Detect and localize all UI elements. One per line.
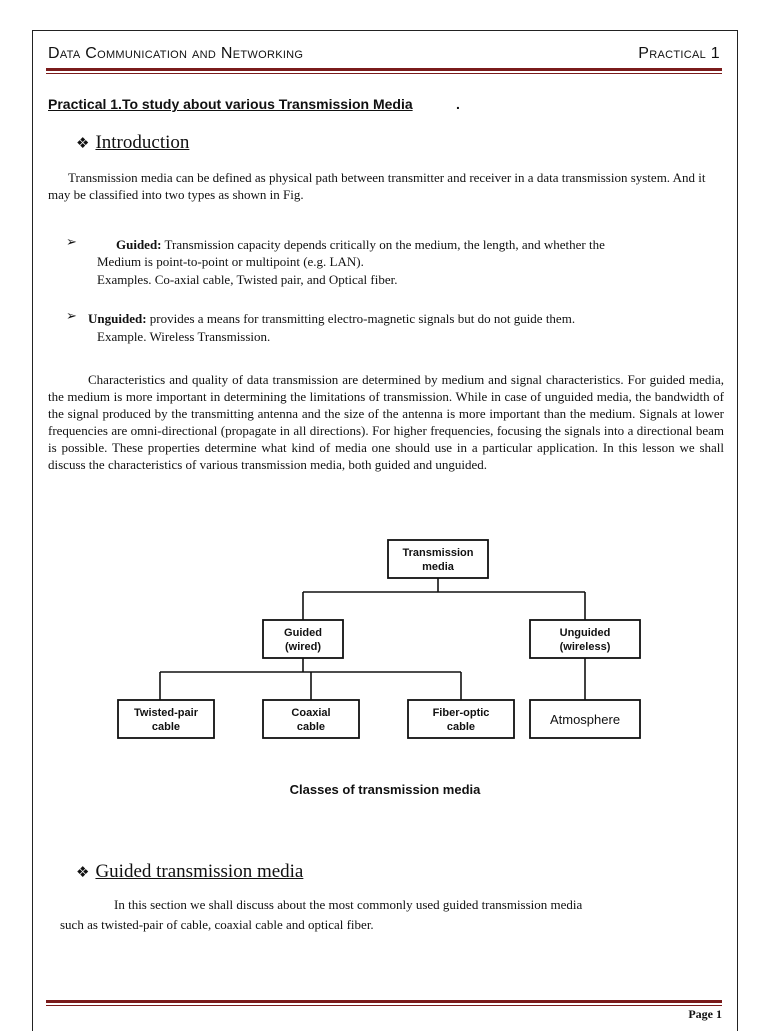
page-title-period: . bbox=[456, 96, 460, 112]
guided-label: Guided: bbox=[116, 237, 162, 252]
node-label: Transmission bbox=[402, 547, 474, 559]
unguided-bullet-line1 bbox=[88, 310, 728, 327]
arrow-bullet-icon: ➢ bbox=[66, 309, 77, 324]
guided-text-line1: Transmission capacity depends critically on the medium, the length, and whether the bbox=[164, 237, 605, 252]
transmission-media-diagram bbox=[100, 530, 660, 810]
footer-rule bbox=[46, 1000, 722, 1003]
node-label: Fiber-optic bbox=[432, 707, 490, 719]
guided-text-line2: Medium is point-to-point or multipoint (e.g. LAN). bbox=[97, 254, 364, 269]
guided-text-line3: Examples. Co-axial cable, Twisted pair, and Optical fiber. bbox=[97, 272, 398, 287]
diagram-caption: Classes of transmission media bbox=[289, 782, 481, 797]
guided-section-heading bbox=[76, 861, 303, 883]
diamond-bullet-icon: ❖ bbox=[76, 134, 90, 152]
page-title bbox=[48, 96, 413, 112]
node-label: cable bbox=[151, 721, 181, 733]
node-label: Twisted-pair bbox=[134, 707, 198, 719]
intro-heading bbox=[76, 132, 189, 154]
guided-section-line2: such as twisted-pair of cable, coaxial cable and optical fiber. bbox=[60, 917, 374, 932]
node-label: (wired) bbox=[284, 641, 322, 653]
guided-bullet-line1 bbox=[116, 236, 726, 253]
node-label: Guided bbox=[284, 627, 322, 639]
unguided-text-line2: Example. Wireless Transmission. bbox=[97, 329, 271, 344]
unguided-text-line1: provides a means for transmitting electro-magnetic signals but do not guide them. bbox=[149, 311, 576, 326]
guided-section-line1: In this section we shall discuss about the most commonly used guided transmission media bbox=[114, 897, 583, 912]
intro-paragraph: Transmission media can be defined as physical path between transmitter and receiver in a data transmission system. And it may be classified into two types as shown in Fig. bbox=[48, 170, 706, 202]
unguided-label: Unguided: bbox=[88, 311, 147, 326]
arrow-bullet-icon: ➢ bbox=[66, 235, 77, 250]
node-label: Unguided bbox=[559, 627, 611, 639]
node-label: media bbox=[422, 561, 454, 573]
header-course-title: Data Communication and Networking bbox=[48, 45, 304, 62]
node-label: (wireless) bbox=[559, 641, 611, 653]
page-title-text: Practical 1.To study about various Transmission Media bbox=[48, 96, 413, 112]
node-label: Coaxial bbox=[291, 707, 331, 719]
page-number: Page 1 bbox=[688, 1007, 722, 1021]
header-rule bbox=[46, 68, 722, 71]
node-label: cable bbox=[446, 721, 476, 733]
intro-heading-text: Introduction bbox=[95, 132, 190, 153]
footer-rule-thin bbox=[46, 1005, 722, 1006]
header-rule-thin bbox=[46, 73, 722, 74]
characteristics-paragraph: Characteristics and quality of data transmission are determined by medium and signal characteristics. For guided media, the medium is more important in determining the limitations of transmission. While in case of unguided media, the bandwidth of the signal produced by the transmitting antenna and the size of the antenna is more important than the medium. Signals at lower frequencies are omni-directional (propagate in all directions). For higher frequencies, focusing the signals into a directional beam is possible. These properties determine what kind of media one should use in a particular application. In this lesson we shall discuss the characteristics of various transmission media, both guided and unguided. bbox=[48, 372, 724, 472]
node-label: cable bbox=[296, 721, 326, 733]
diamond-bullet-icon: ❖ bbox=[76, 863, 90, 881]
guided-section-heading-text: Guided transmission media bbox=[95, 861, 304, 882]
header-practical-label: Practical 1 bbox=[638, 45, 720, 62]
node-label: Atmosphere bbox=[549, 712, 621, 727]
